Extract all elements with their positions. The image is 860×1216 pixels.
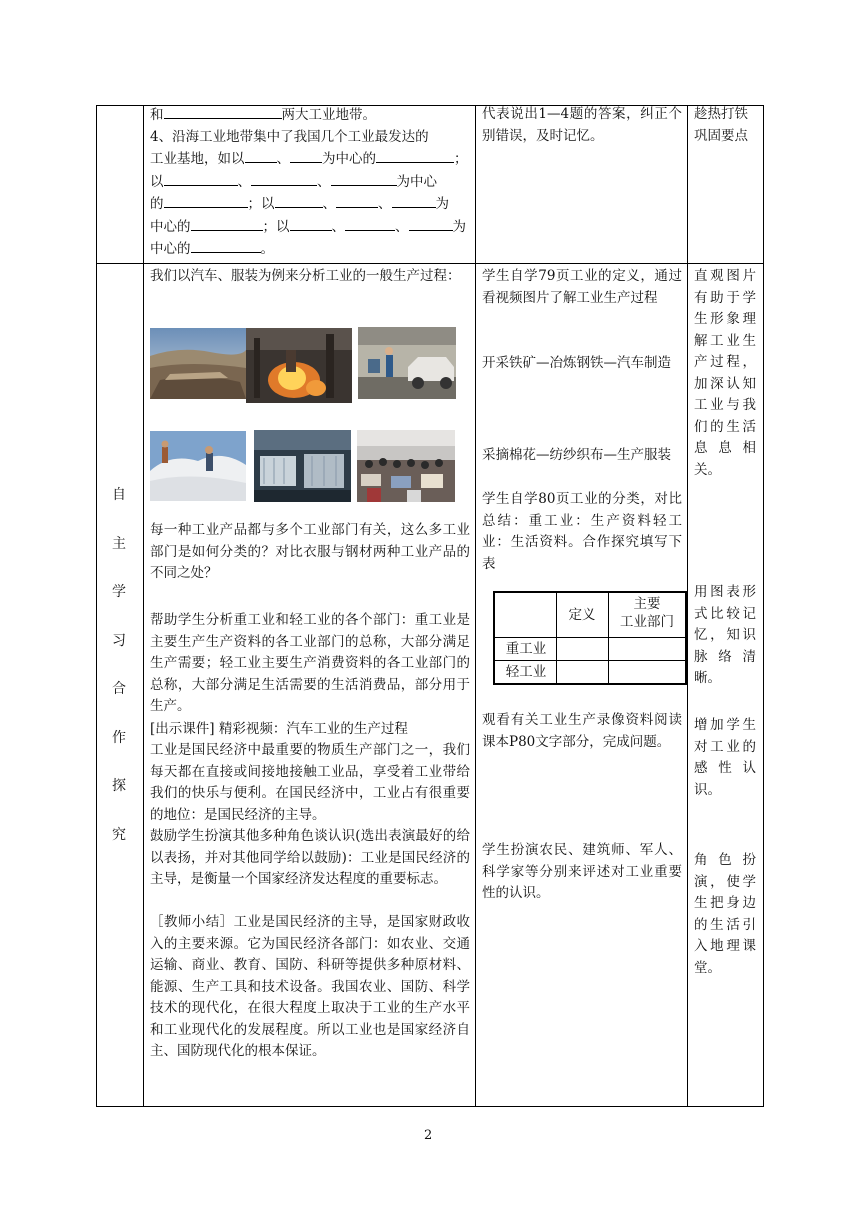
steel-smelting-photo xyxy=(246,328,352,403)
label-char: 习 xyxy=(112,632,126,649)
page-number: 2 xyxy=(424,1128,433,1143)
label-char: 主 xyxy=(112,535,126,552)
cotton-picking-photo xyxy=(150,431,246,501)
industry-comparison-table xyxy=(493,591,687,685)
courseware-note: [出示课件] 精彩视频：汽车工业的生产过程 xyxy=(150,721,408,737)
intro-text: 我们以汽车、服装为例来分析工业的一般生产过程： xyxy=(150,268,461,284)
textile-weaving-photo xyxy=(254,430,351,502)
industry-analysis: 帮助学生分析重工业和轻工业的各个部门：重工业是主要生产生产资料的各工业部门的总称，大部分满足生产需要；轻工业主要生产消费资料的各工业部门的总称，大部分满足生活需要的生活消费品，部分用于生产。 xyxy=(150,612,470,714)
garment-process-chain: 采摘棉花—纺纱织布—生产服装 xyxy=(482,447,671,463)
intent-role-play: 角色扮演，使学生把身边的生活引入地理课堂。 xyxy=(694,852,756,976)
table-divider xyxy=(475,106,476,1106)
car-process-chain: 开采铁矿—冶炼钢铁—汽车制造 xyxy=(482,355,671,371)
table-divider xyxy=(687,106,688,1106)
label-char: 作 xyxy=(112,729,126,746)
role-play-task: 学生扮演农民、建筑师、军人、科学家等分别来评述对工业重要性的认识。 xyxy=(482,842,682,901)
garment-factory-photo xyxy=(357,430,455,502)
classification-question: 每一种工业产品都与多个工业部门有关，这么多工业部门是如何分类的？对比衣服与钢材两种工业产品的不同之处？ xyxy=(150,522,470,581)
garment-factory-graphic xyxy=(357,430,455,502)
intent-visual-images: 直观图片有助于学生形象理解工业生产过程，加深认知工业与我们的生活息息相关。 xyxy=(694,268,756,478)
student-self-study: 学生自学79页工业的定义，通过看视频图片了解工业生产过程 xyxy=(482,268,682,306)
header-main-sectors xyxy=(608,595,686,631)
steel-smelting-graphic xyxy=(246,328,352,403)
industry-importance: 工业是国民经济中最重要的物质生产部门之一，我们每天都在直接或间接地接触工业品，享受着工业带给我们的快乐与便利。在国民经济中，工业占有很重要的地位：是国民经济的主导。 xyxy=(150,742,470,823)
textile-weaving-graphic xyxy=(254,430,351,502)
intent-perception: 增加学生对工业的感性认识。 xyxy=(694,717,756,798)
row1-student-activity: 代表说出1—4题的答案，纠正个别错误，及时记忆。 xyxy=(482,106,682,144)
car-assembly-photo xyxy=(358,327,456,399)
header-line: 主要 xyxy=(633,596,661,612)
table-divider xyxy=(97,263,763,264)
label-char: 合 xyxy=(112,681,126,697)
row1-content: 和 两大工业地带。 4、沿海工业地带集中了我国几个工业最发达的 工业基地，如以 、 为中心的 ； 以 、 、 为中心 的 ；以 、 、 为 中心的 ；以 、 、 为 中心的 。 xyxy=(150,104,470,261)
car-assembly-graphic xyxy=(358,327,456,399)
teacher-summary: ［教师小结］工业是国民经济的主导，是国家财政收入的主要来源。它为国民经济各部门：如农业、交通运输、商业、教育、国防、科研等提供多种原材料、能源、生产工具和技术设备。我国农业、国防、科学技术的现代化，在很大程度上取决于工业的生产水平和工业现代化的发展程度。所以工业也是国家经济自主、国防现代化的根本保证。 xyxy=(150,914,470,1059)
role-play-instruction: 鼓励学生扮演其他多种角色谈认识(选出表演最好的给以表扬，并对其他同学给以鼓励)：工业是国民经济的主导，是衡量一个国家经济发达程度的重要标志。 xyxy=(150,828,470,887)
label-char: 学 xyxy=(112,584,126,600)
table-divider xyxy=(495,660,685,661)
label-char: 究 xyxy=(112,826,126,843)
video-reading-task: 观看有关工业生产录像资料阅读课本P80文字部分，完成问题。 xyxy=(482,712,682,750)
table-divider xyxy=(495,637,685,638)
row-heavy-industry: 重工业 xyxy=(505,641,547,657)
section-label xyxy=(96,485,142,873)
row-light-industry: 轻工业 xyxy=(505,664,547,680)
table-divider xyxy=(143,106,144,1106)
row1-design-intent: 趁热打铁巩固要点 xyxy=(694,106,748,144)
intent-chart-comparison: 用图表形式比较记忆，知识脉络清晰。 xyxy=(694,584,756,686)
mining-photo-graphic xyxy=(150,328,246,399)
header-definition: 定义 xyxy=(568,607,596,623)
mining-photo xyxy=(150,328,246,399)
cotton-picking-graphic xyxy=(150,431,246,501)
classification-task: 学生自学80页工业的分类，对比总结：重工业：生产资料轻工业：生活资料。合作探究填写下表 xyxy=(482,491,682,572)
header-line: 工业部门 xyxy=(620,614,674,630)
label-char: 探 xyxy=(112,778,126,794)
label-char: 自 xyxy=(112,487,126,503)
